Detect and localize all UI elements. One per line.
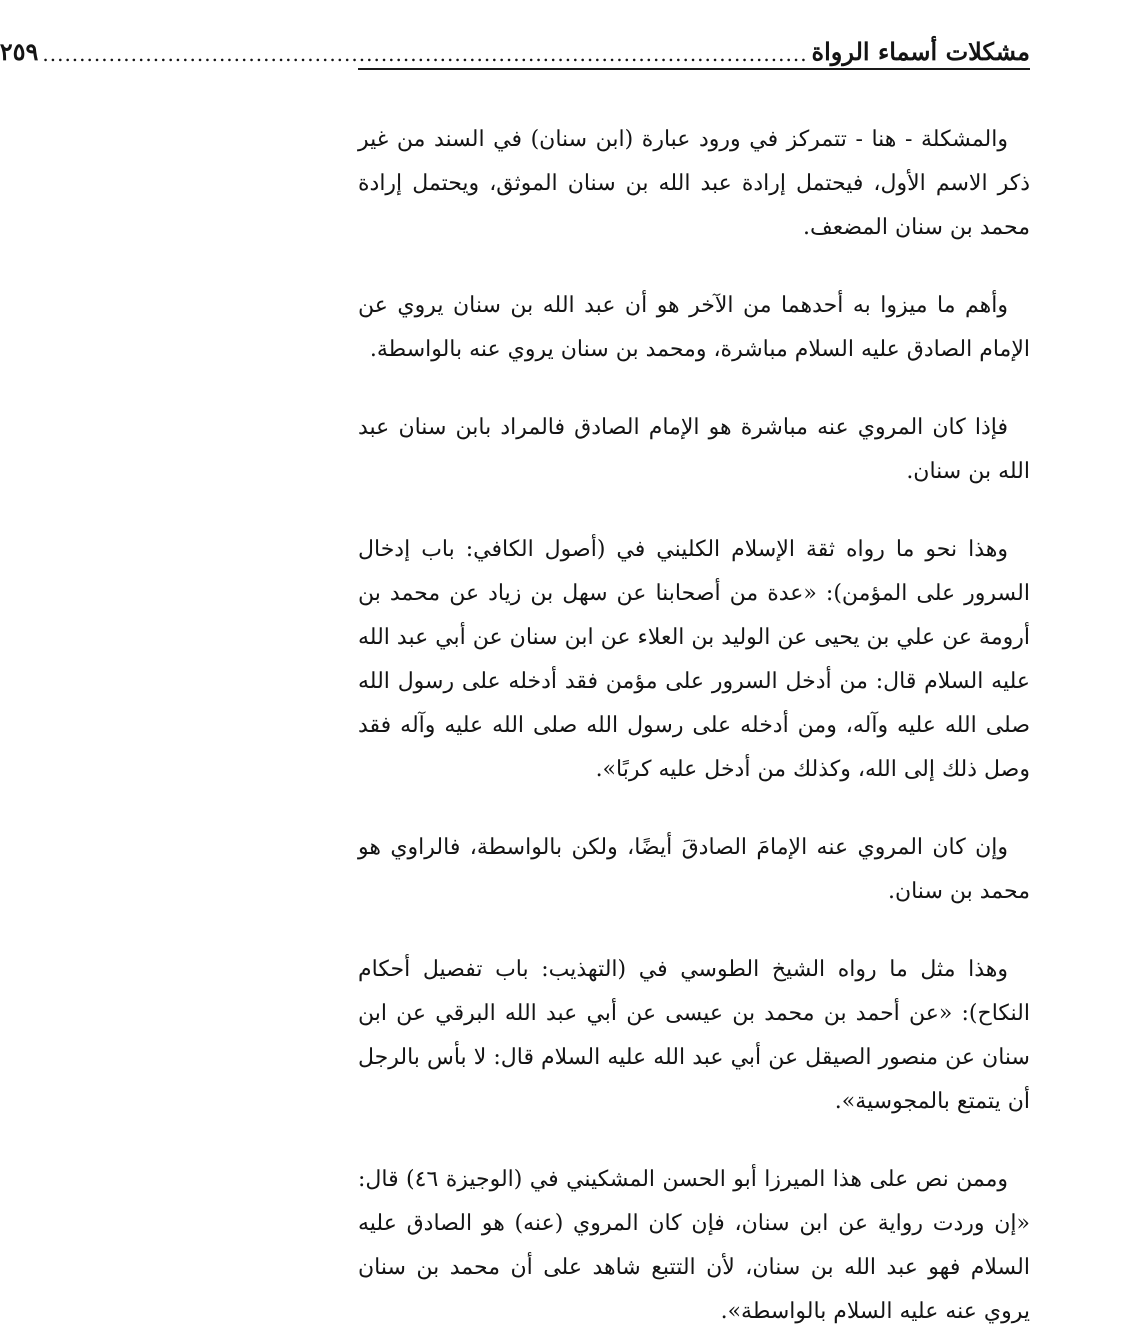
header-leader-dots: ........................................................................................................ [42,42,808,66]
paragraph-2: وأهم ما ميزوا به أحدهما من الآخر هو أن عبد الله بن سنان يروي عن الإمام الصادق عليه السلام مباشرة، ومحمد بن سنان يروي عنه بالواسطة. [358,293,1030,362]
running-header [0,30,1030,70]
page-number: ٢٥٩ [0,37,39,66]
page-body [358,118,1030,1334]
header-title: مشكلات أسماء الرواة [811,37,1030,66]
paragraph-7: وممن نص على هذا الميرزا أبو الحسن المشكيني في (الوجيزة ٤٦) قال: «إن وردت رواية عن ابن سنان، فإن كان المروي (عنه) هو الصادق عليه السلام فهو عبد الله بن سنان، لأن التتبع شاهد على أن محمد بن سنان يروي عنه عليه السلام بالواسطة». [358,1167,1030,1324]
paragraph-5: وإن كان المروي عنه الإمامَ الصادقَ أيضًا، ولكن بالواسطة، فالراوي هو محمد بن سنان. [358,835,1030,904]
paragraph-1: والمشكلة - هنا - تتمركز في ورود عبارة (ابن سنان) في السند من غير ذكر الاسم الأول، فيحتمل إرادة عبد الله بن سنان الموثق، ويحتمل إرادة محمد بن سنان المضعف. [358,127,1030,240]
book-page [0,30,1030,1324]
paragraph-3: فإذا كان المروي عنه مباشرة هو الإمام الصادق فالمراد بابن سنان عبد الله بن سنان. [358,415,1030,484]
paragraph-4: وهذا نحو ما رواه ثقة الإسلام الكليني في (أصول الكافي: باب إدخال السرور على المؤمن): «عدة من أصحابنا عن سهل بن زياد عن محمد بن أرومة عن علي بن يحيى عن الوليد بن العلاء عن ابن سنان عن أبي عبد الله عليه السلام قال: من أدخل السرور على مؤمن فقد أدخله على رسول الله صلى الله عليه وآله، ومن أدخله على رسول الله صلى الله عليه وآله فقد وصل ذلك إلى الله، وكذلك من أدخل عليه كربًا». [358,537,1030,782]
paragraph-6: وهذا مثل ما رواه الشيخ الطوسي في (التهذيب: باب تفصيل أحكام النكاح): «عن أحمد بن محمد بن عيسى عن أبي عبد الله البرقي عن ابن سنان عن منصور الصيقل عن أبي عبد الله عليه السلام قال: لا بأس بالرجل أن يتمتع بالمجوسية». [358,957,1030,1114]
